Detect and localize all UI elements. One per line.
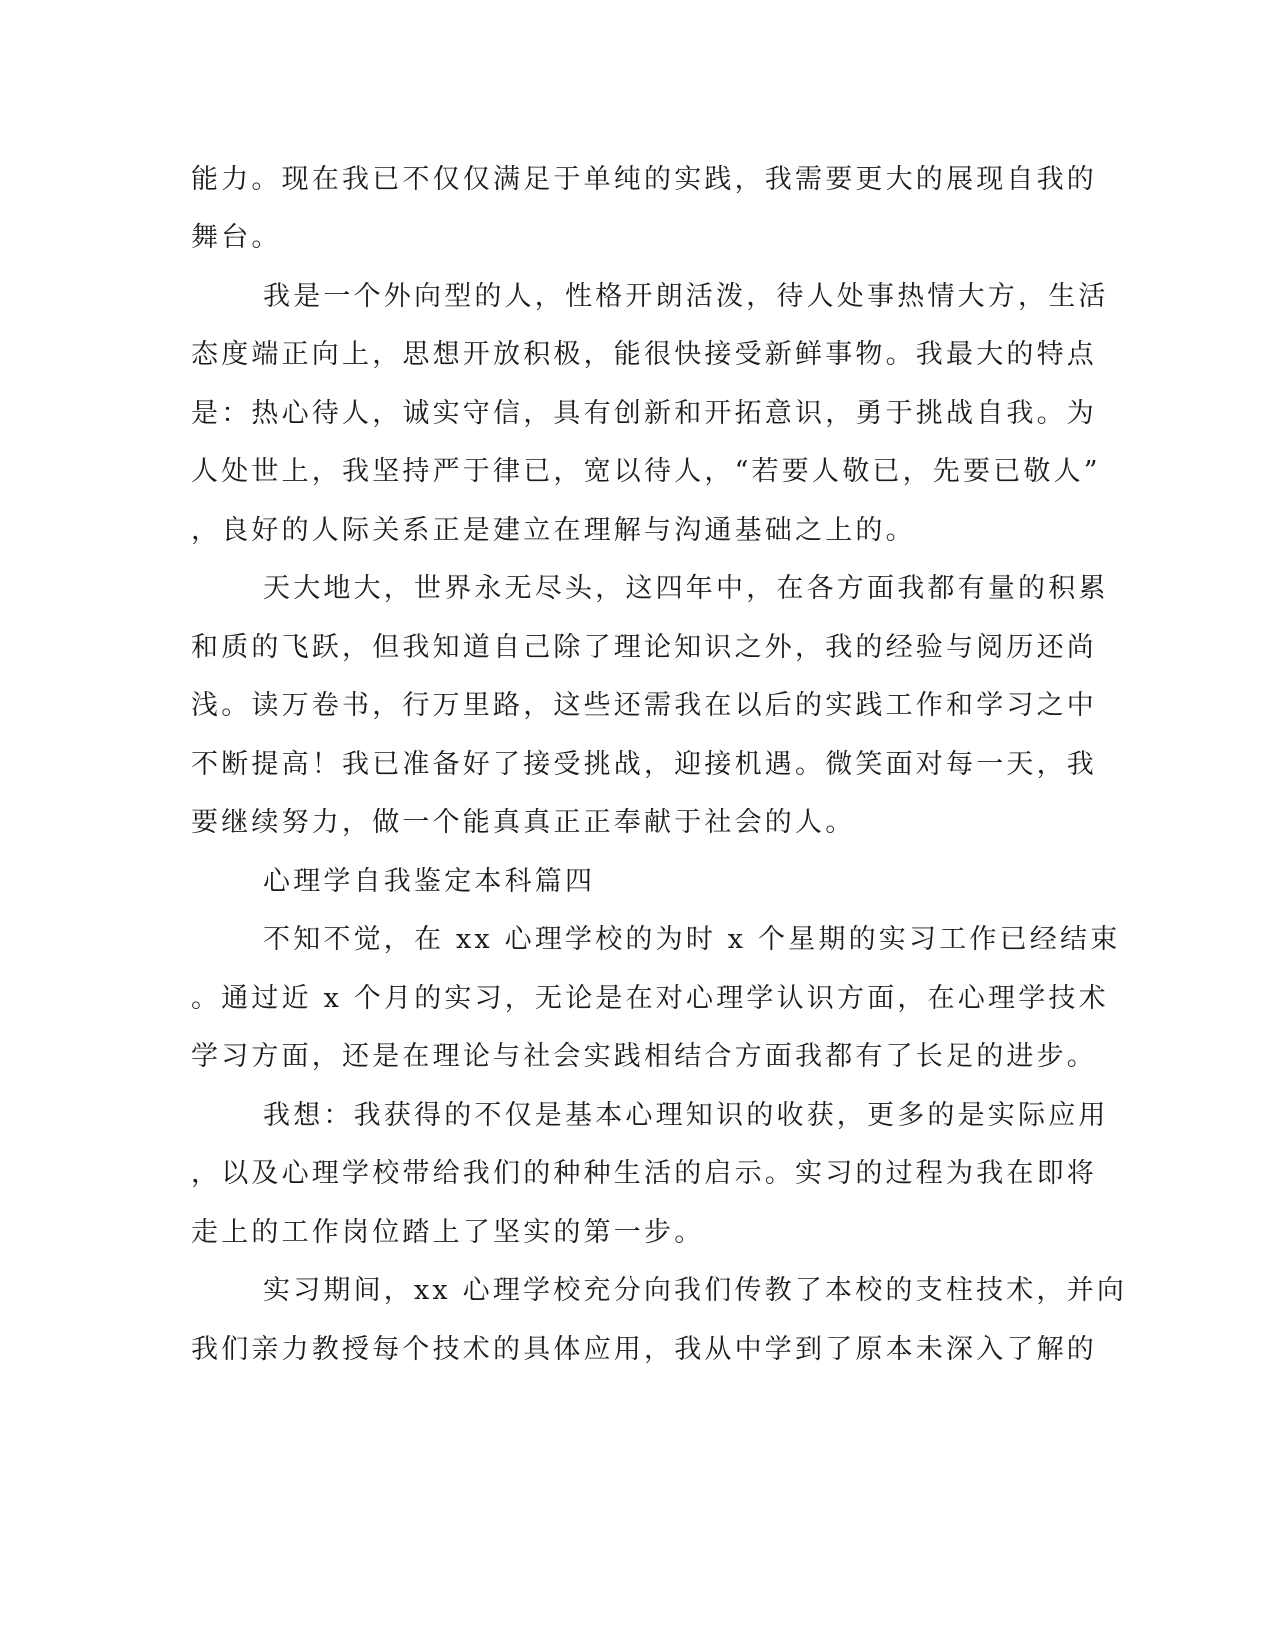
paragraph-line: 学习方面，还是在理论与社会实践相结合方面我都有了长足的进步。 — [191, 1041, 1097, 1072]
paragraph-line: 我们亲力教授每个技术的具体应用，我从中学到了原本未深入了解的 — [191, 1334, 1097, 1365]
paragraph-line: 天大地大，世界永无尽头，这四年中，在各方面我都有量的积累 — [263, 573, 1109, 604]
paragraph-line: 我想：我获得的不仅是基本心理知识的收获，更多的是实际应用 — [263, 1100, 1109, 1131]
paragraph-line: 和质的飞跃，但我知道自己除了理论知识之外，我的经验与阅历还尚 — [191, 632, 1097, 663]
section-heading: 心理学自我鉴定本科篇四 — [263, 866, 596, 897]
paragraph-line: 能力。现在我已不仅仅满足于单纯的实践，我需要更大的展现自我的 — [191, 164, 1097, 195]
paragraph-line: ，以及心理学校带给我们的种种生活的启示。实习的过程为我在即将 — [191, 1158, 1097, 1189]
paragraph-line: 浅。读万卷书，行万里路，这些还需我在以后的实践工作和学习之中 — [191, 690, 1097, 721]
paragraph-line: 。通过近 x 个月的实习，无论是在对心理学认识方面，在心理学技术 — [191, 983, 1109, 1014]
paragraph-line: 是：热心待人，诚实守信，具有创新和开拓意识，勇于挑战自我。为 — [191, 398, 1097, 429]
paragraph-line: 走上的工作岗位踏上了坚实的第一步。 — [191, 1217, 705, 1248]
paragraph-line: 人处世上，我坚持严于律已，宽以待人，“若要人敬已，先要已敬人” — [191, 456, 1101, 487]
paragraph-line: 实习期间，xx 心理学校充分向我们传教了本校的支柱技术，并向 — [263, 1275, 1128, 1306]
paragraph-line: 要继续努力，做一个能真真正正奉献于社会的人。 — [191, 807, 856, 838]
paragraph-line: 态度端正向上，思想开放积极，能很快接受新鲜事物。我最大的特点 — [191, 339, 1097, 370]
paragraph-line: 不断提高！我已准备好了接受挑战，迎接机遇。微笑面对每一天，我 — [191, 749, 1097, 780]
paragraph-line: 不知不觉，在 xx 心理学校的为时 x 个星期的实习工作已经结束 — [263, 924, 1121, 955]
paragraph-line: 我是一个外向型的人，性格开朗活泼，待人处事热情大方，生活 — [263, 281, 1109, 312]
paragraph-line: 舞台。 — [191, 222, 282, 253]
paragraph-line: ，良好的人际关系正是建立在理解与沟通基础之上的。 — [191, 515, 916, 546]
